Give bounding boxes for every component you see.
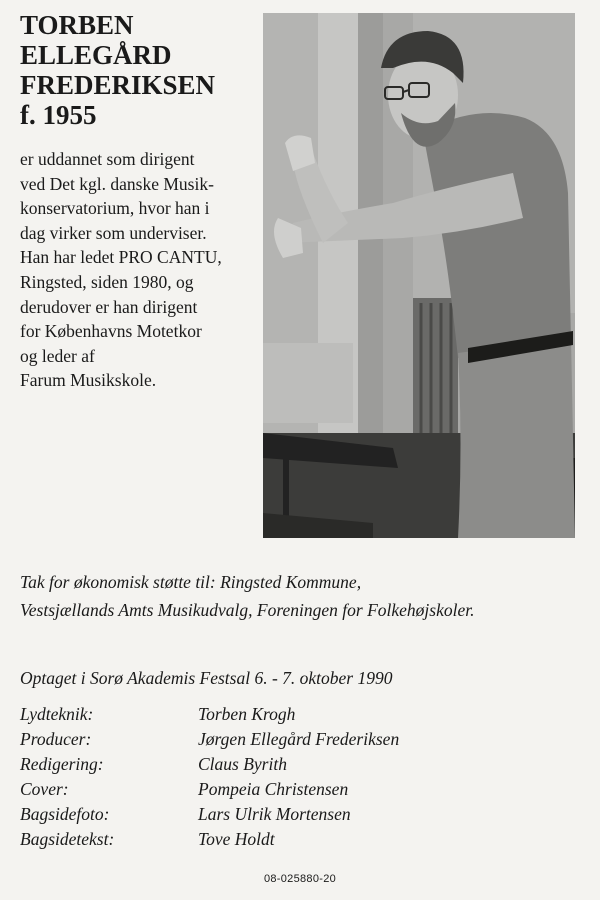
credit-row [20,804,580,829]
bio-line: konservatorium, hvor han i [20,198,210,219]
bio-line: Ringsted, siden 1980, og [20,271,194,292]
sponsor-thanks [20,568,474,624]
credit-role: Redigering: [20,754,104,774]
credit-row [20,729,580,754]
bio-line: derudover er han dirigent [20,296,198,317]
bio-line: dag virker som underviser. [20,222,207,243]
credit-person: Tove Holdt [198,829,275,849]
credits-list [20,704,580,854]
credit-role: Bagsidefoto: [20,804,110,824]
credit-row [20,829,580,854]
credit-row [20,754,580,779]
thanks-line-2: Vestsjællands Amts Musikudvalg, Foreningen for Folkehøjskoler. [20,600,475,620]
credit-person: Lars Ulrik Mortensen [198,804,351,824]
birth-year: f. 1955 [20,100,97,130]
conductor-name-heading [20,10,215,130]
conductor-photo [263,13,575,538]
name-line-1: TORBEN [20,10,134,40]
bio-line: for Københavns Motetkor [20,321,202,342]
credit-role: Cover: [20,779,69,799]
name-line-2: ELLEGÅRD [20,40,172,70]
bio-line: Han har ledet PRO CANTU, [20,247,222,268]
bio-line: ved Det kgl. danske Musik- [20,173,214,194]
bio-line: Farum Musikskole. [20,370,157,391]
conductor-photo-illustration [263,13,575,538]
credit-role: Bagsidetekst: [20,829,115,849]
recording-info: Optaget i Sorø Akademis Festsal 6. - 7. oktober 1990 [20,668,393,688]
credit-role: Lydteknik: [20,704,94,724]
credit-row [20,779,580,804]
biography [20,147,260,393]
bio-line: er uddannet som dirigent [20,149,195,169]
credit-role: Producer: [20,729,92,749]
catalog-number: 08-025880-20 [263,873,337,885]
bio-line: og leder af [20,345,95,366]
credit-person: Torben Krogh [198,704,296,724]
credit-person: Jørgen Ellegård Frederiksen [198,729,400,749]
name-line-3: FREDERIKSEN [20,70,216,100]
credit-row [20,704,580,729]
credit-person: Pompeia Christensen [198,779,349,799]
credit-person: Claus Byrith [198,754,287,774]
thanks-line-1: Tak for økonomisk støtte til: Ringsted Kommune, [20,572,362,592]
